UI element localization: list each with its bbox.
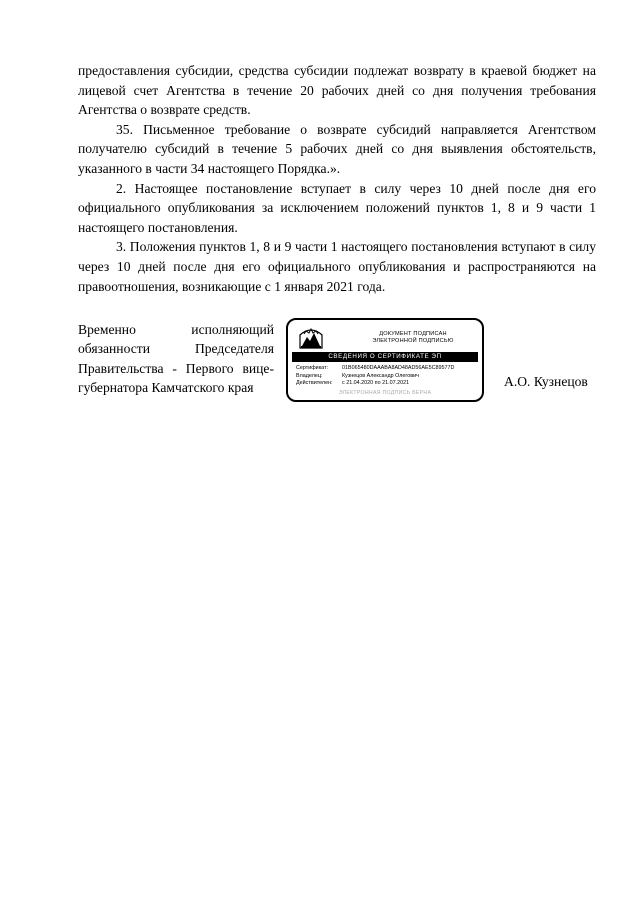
- position-line: Временно исполняющий: [78, 322, 274, 337]
- stamp-footer: ЭЛЕКТРОННАЯ ПОДПИСЬ ВЕРНА: [338, 390, 432, 396]
- electronic-signature-stamp: [286, 318, 484, 402]
- stamp-row-validity: [296, 380, 480, 388]
- stamp-header: [348, 331, 478, 345]
- stamp-row-value: Кузнецов Александр Олегович: [342, 372, 419, 379]
- coat-of-arms-icon: [298, 326, 324, 350]
- stamp-row-value: с 21.04.2020 по 21.07.2021: [342, 380, 410, 387]
- stamp-row-certificate: [296, 365, 480, 373]
- stamp-details: [296, 365, 480, 388]
- paragraph-35: 35. Письменное требование о возврате субсидий направляется Агентством получателю субсидий в течение 5 рабочих дней со дня выявления обстоятельств, указанного в части 34 настоящего Порядка.».: [78, 121, 596, 176]
- position-line: Правительства - Первого вице-: [78, 360, 274, 376]
- stamp-certificate-bar: СВЕДЕНИЯ О СЕРТИФИКАТЕ ЭП: [292, 352, 478, 362]
- paragraph-2: 2. Настоящее постановление вступает в силу через 10 дней после дня его официального опубликования за исключением положений пунктов 1, 8 и 9 части 1 настоящего постановления.: [78, 180, 596, 235]
- stamp-row-value: 01B065480DAAABA8AD48AD56AE5C89577D: [342, 365, 455, 371]
- position-line: обязанности Председателя: [78, 341, 274, 357]
- signatory-name: А.О. Кузнецов: [504, 374, 588, 389]
- stamp-row-label: Действителен:: [296, 380, 333, 387]
- paragraph-3: 3. Положения пунктов 1, 8 и 9 части 1 настоящего постановления вступают в силу через 10 дней после дня его официального опубликования и распространяются на правоотношения, возникающие с 1 января 2021 года.: [78, 239, 596, 294]
- position-line: губернатора Камчатского края: [78, 380, 254, 396]
- paragraph-continuation: предоставления субсидии, средства субсидии подлежат возврату в краевой бюджет на лицевой счет Агентства в течение 20 рабочих дней со дня получения требования Агентства о возврате средств.: [78, 63, 596, 118]
- stamp-row-label: Владелец:: [296, 372, 323, 379]
- signatory-position: [78, 320, 274, 398]
- document-body: [78, 61, 596, 296]
- stamp-header-line: ЭЛЕКТРОННОЙ ПОДПИСЬЮ: [372, 338, 454, 344]
- stamp-header-line: ДОКУМЕНТ ПОДПИСАН: [379, 331, 447, 337]
- stamp-row-label: Сертификат:: [296, 365, 329, 371]
